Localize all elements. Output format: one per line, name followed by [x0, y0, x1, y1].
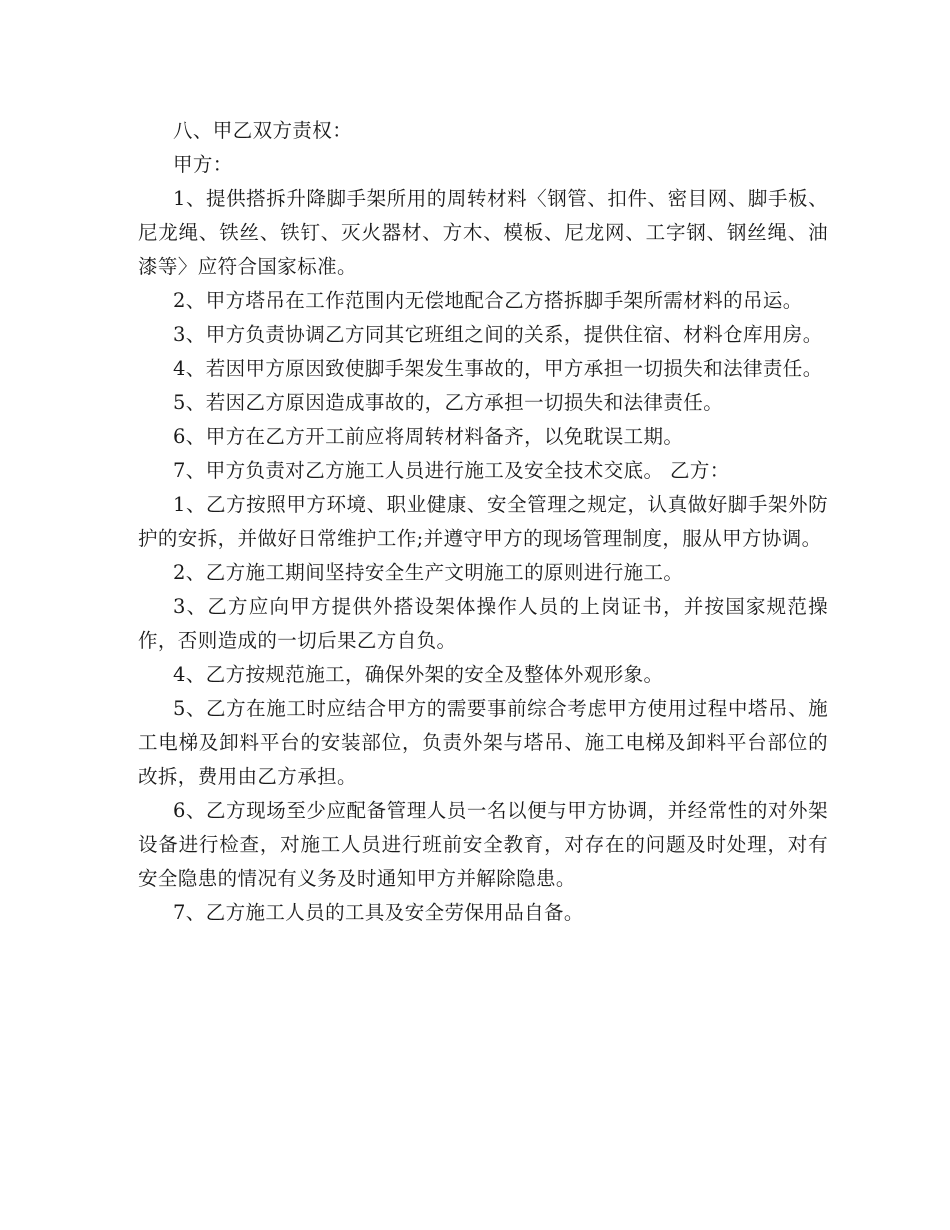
section-heading: 八、甲乙双方责权：	[173, 119, 353, 142]
party-b-clause-7: 7、乙方施工人员的工具及安全劳保用品自备。	[173, 901, 584, 924]
party-a-clause-5: 5、若因乙方原因造成事故的，乙方承担一切损失和法律责任。	[173, 391, 724, 414]
party-a-heading: 甲方：	[173, 153, 233, 176]
document-body	[138, 114, 828, 930]
party-a-clause-7: 7、甲方负责对乙方施工人员进行施工及安全技术交底。 乙方：	[173, 459, 730, 482]
party-a-clause-6: 6、甲方在乙方开工前应将周转材料备齐，以免耽误工期。	[173, 425, 684, 448]
party-a-clause-1: 1、提供搭拆升降脚手架所用的周转材料〈钢管、扣件、密目网、脚手板、尼龙绳、铁丝、铁钉、灭火器材、方木、模板、尼龙网、工字钢、钢丝绳、油漆等〉应符合国家标准。	[138, 187, 828, 278]
party-a-clause-4: 4、若因甲方原因致使脚手架发生事故的，甲方承担一切损失和法律责任。	[173, 357, 823, 380]
party-b-clause-6: 6、乙方现场至少应配备管理人员一名以便与甲方协调，并经常性的对外架设备进行检查，对施工人员进行班前安全教育，对存在的问题及时处理，对有安全隐患的情况有义务及时通知甲方并解除隐患。	[138, 799, 828, 890]
party-b-clause-5: 5、乙方在施工时应结合甲方的需要事前综合考虑甲方使用过程中塔吊、施工电梯及卸料平台的安装部位，负责外架与塔吊、施工电梯及卸料平台部位的改拆，费用由乙方承担。	[138, 697, 828, 788]
party-b-clause-1: 1、乙方按照甲方环境、职业健康、安全管理之规定，认真做好脚手架外防护的安拆，并做好日常维护工作;并遵守甲方的现场管理制度，服从甲方协调。	[138, 493, 828, 550]
party-b-clause-3: 3、乙方应向甲方提供外搭设架体操作人员的上岗证书，并按国家规范操作，否则造成的一切后果乙方自负。	[138, 595, 828, 652]
party-b-clause-2: 2、乙方施工期间坚持安全生产文明施工的原则进行施工。	[173, 561, 684, 584]
party-b-clause-4: 4、乙方按规范施工，确保外架的安全及整体外观形象。	[173, 663, 664, 686]
party-a-clause-2: 2、甲方塔吊在工作范围内无偿地配合乙方搭拆脚手架所需材料的吊运。	[173, 289, 803, 312]
party-a-clause-3: 3、甲方负责协调乙方同其它班组之间的关系，提供住宿、材料仓库用房。	[173, 323, 823, 346]
